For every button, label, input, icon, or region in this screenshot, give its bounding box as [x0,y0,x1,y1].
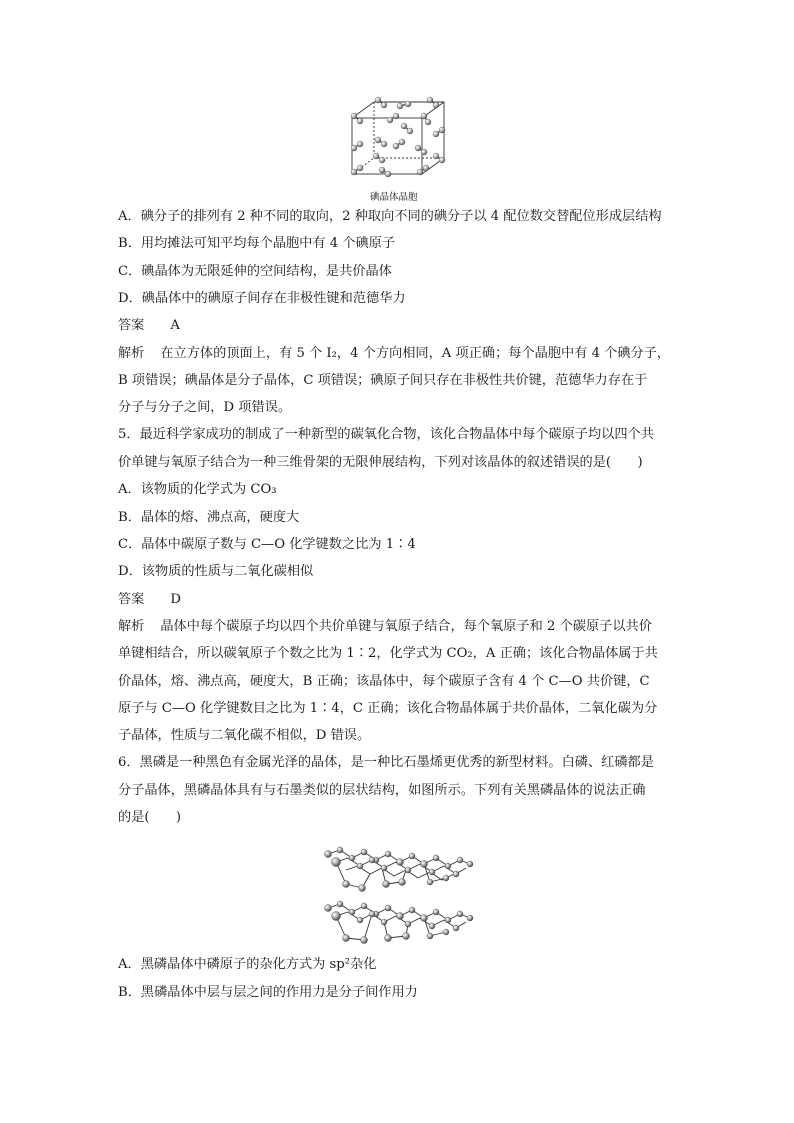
answer-label: 答案 [118,318,145,333]
q5-stem-line-2: 价单键与氧原子结合为一种三维骨架的无限伸展结构，下列对该晶体的叙述错误的是( ) [118,455,643,470]
q5-option-a: A．该物质的化学式为 CO₃ [118,482,277,497]
q4-option-a: A．碘分子的排列有 2 种不同的取向，2 种取向不同的碘分子以 4 配位数交替配位形成层结构 [118,209,662,224]
answer-value: D [170,592,181,607]
q4-option-b: B．用均摊法可知平均每个晶胞中有 4 个碘原子 [118,236,396,251]
answer-label: 答案 [118,592,145,607]
q6-stem-line-3: 的是( ) [118,810,182,825]
q5-analysis-line-5: 子晶体，性质与二氧化碳不相似，D 错误。 [118,728,371,743]
q6-option-b: B．黑磷晶体中层与层之间的作用力是分子间作用力 [118,985,418,1000]
q4-analysis-line-2: B 项错误；碘晶体是分子晶体，C 项错误；碘原子间只存在非极性共价键，范德华力存在于 [118,373,648,388]
iodine-unit-cell-diagram [338,94,456,186]
q6-stem-line-2: 分子晶体，黑磷晶体具有与石墨类似的层状结构，如图所示。下列有关黑磷晶体的说法正确 [118,783,646,798]
q5-analysis-line-2: 单键相结合，所以碳氧原子个数之比为 1∶2，化学式为 CO₂，A 正确；该化合物晶体属于共 [118,646,658,661]
q5-option-b: B．晶体的熔、沸点高，硬度大 [118,510,300,525]
q5-option-c: C．晶体中碳原子数与 C—O 化学键数之比为 1∶4 [118,537,416,552]
figure-caption: 碘晶体晶胞 [370,192,418,203]
q4-analysis-line-3: 分子与分子之间，D 项错误。 [118,400,292,415]
q6-stem-line-1: 6．黑磷是一种黑色有金属光泽的晶体，是一种比石墨烯更优秀的新型材料。白磷、红磷都是 [118,755,654,770]
analysis-label: 解析 [118,346,145,361]
q4-answer [118,316,180,336]
q4-analysis-line-1 [118,344,670,364]
black-phosphorus-layer-diagram [322,838,474,948]
analysis-label: 解析 [118,619,145,634]
q5-analysis-line-3: 价晶体，熔、沸点高，硬度大，B 正确；该晶体中，每个碳原子含有 4 个 C—O 共价键，C [118,674,650,689]
q5-answer [118,590,181,610]
q5-analysis-line-1 [118,617,652,637]
q4-option-d: D．碘晶体中的碘原子间存在非极性键和范德华力 [118,291,406,306]
analysis-text: 在立方体的顶面上，有 5 个 I₂，4 个方向相同，A 项正确；每个晶胞中有 4 个碘分子， [160,346,671,361]
q6-option-a: A．黑磷晶体中磷原子的杂化方式为 sp²杂化 [118,957,377,972]
answer-value: A [170,318,180,333]
q5-analysis-line-4: 原子与 C—O 化学键数目之比为 1∶4，C 正确；该化合物晶体属于共价晶体，二氧化碳为分 [118,701,658,716]
q5-option-d: D．该物质的性质与二氧化碳相似 [118,564,314,579]
q4-option-c: C．碘晶体为无限延伸的空间结构，是共价晶体 [118,264,392,279]
q5-stem-line-1: 5．最近科学家成功的制成了一种新型的碳氧化合物，该化合物晶体中每个碳原子均以四个共 [118,427,654,442]
analysis-text: 晶体中每个碳原子均以四个共价单键与氧原子结合，每个氧原子和 2 个碳原子以共价 [160,619,652,634]
